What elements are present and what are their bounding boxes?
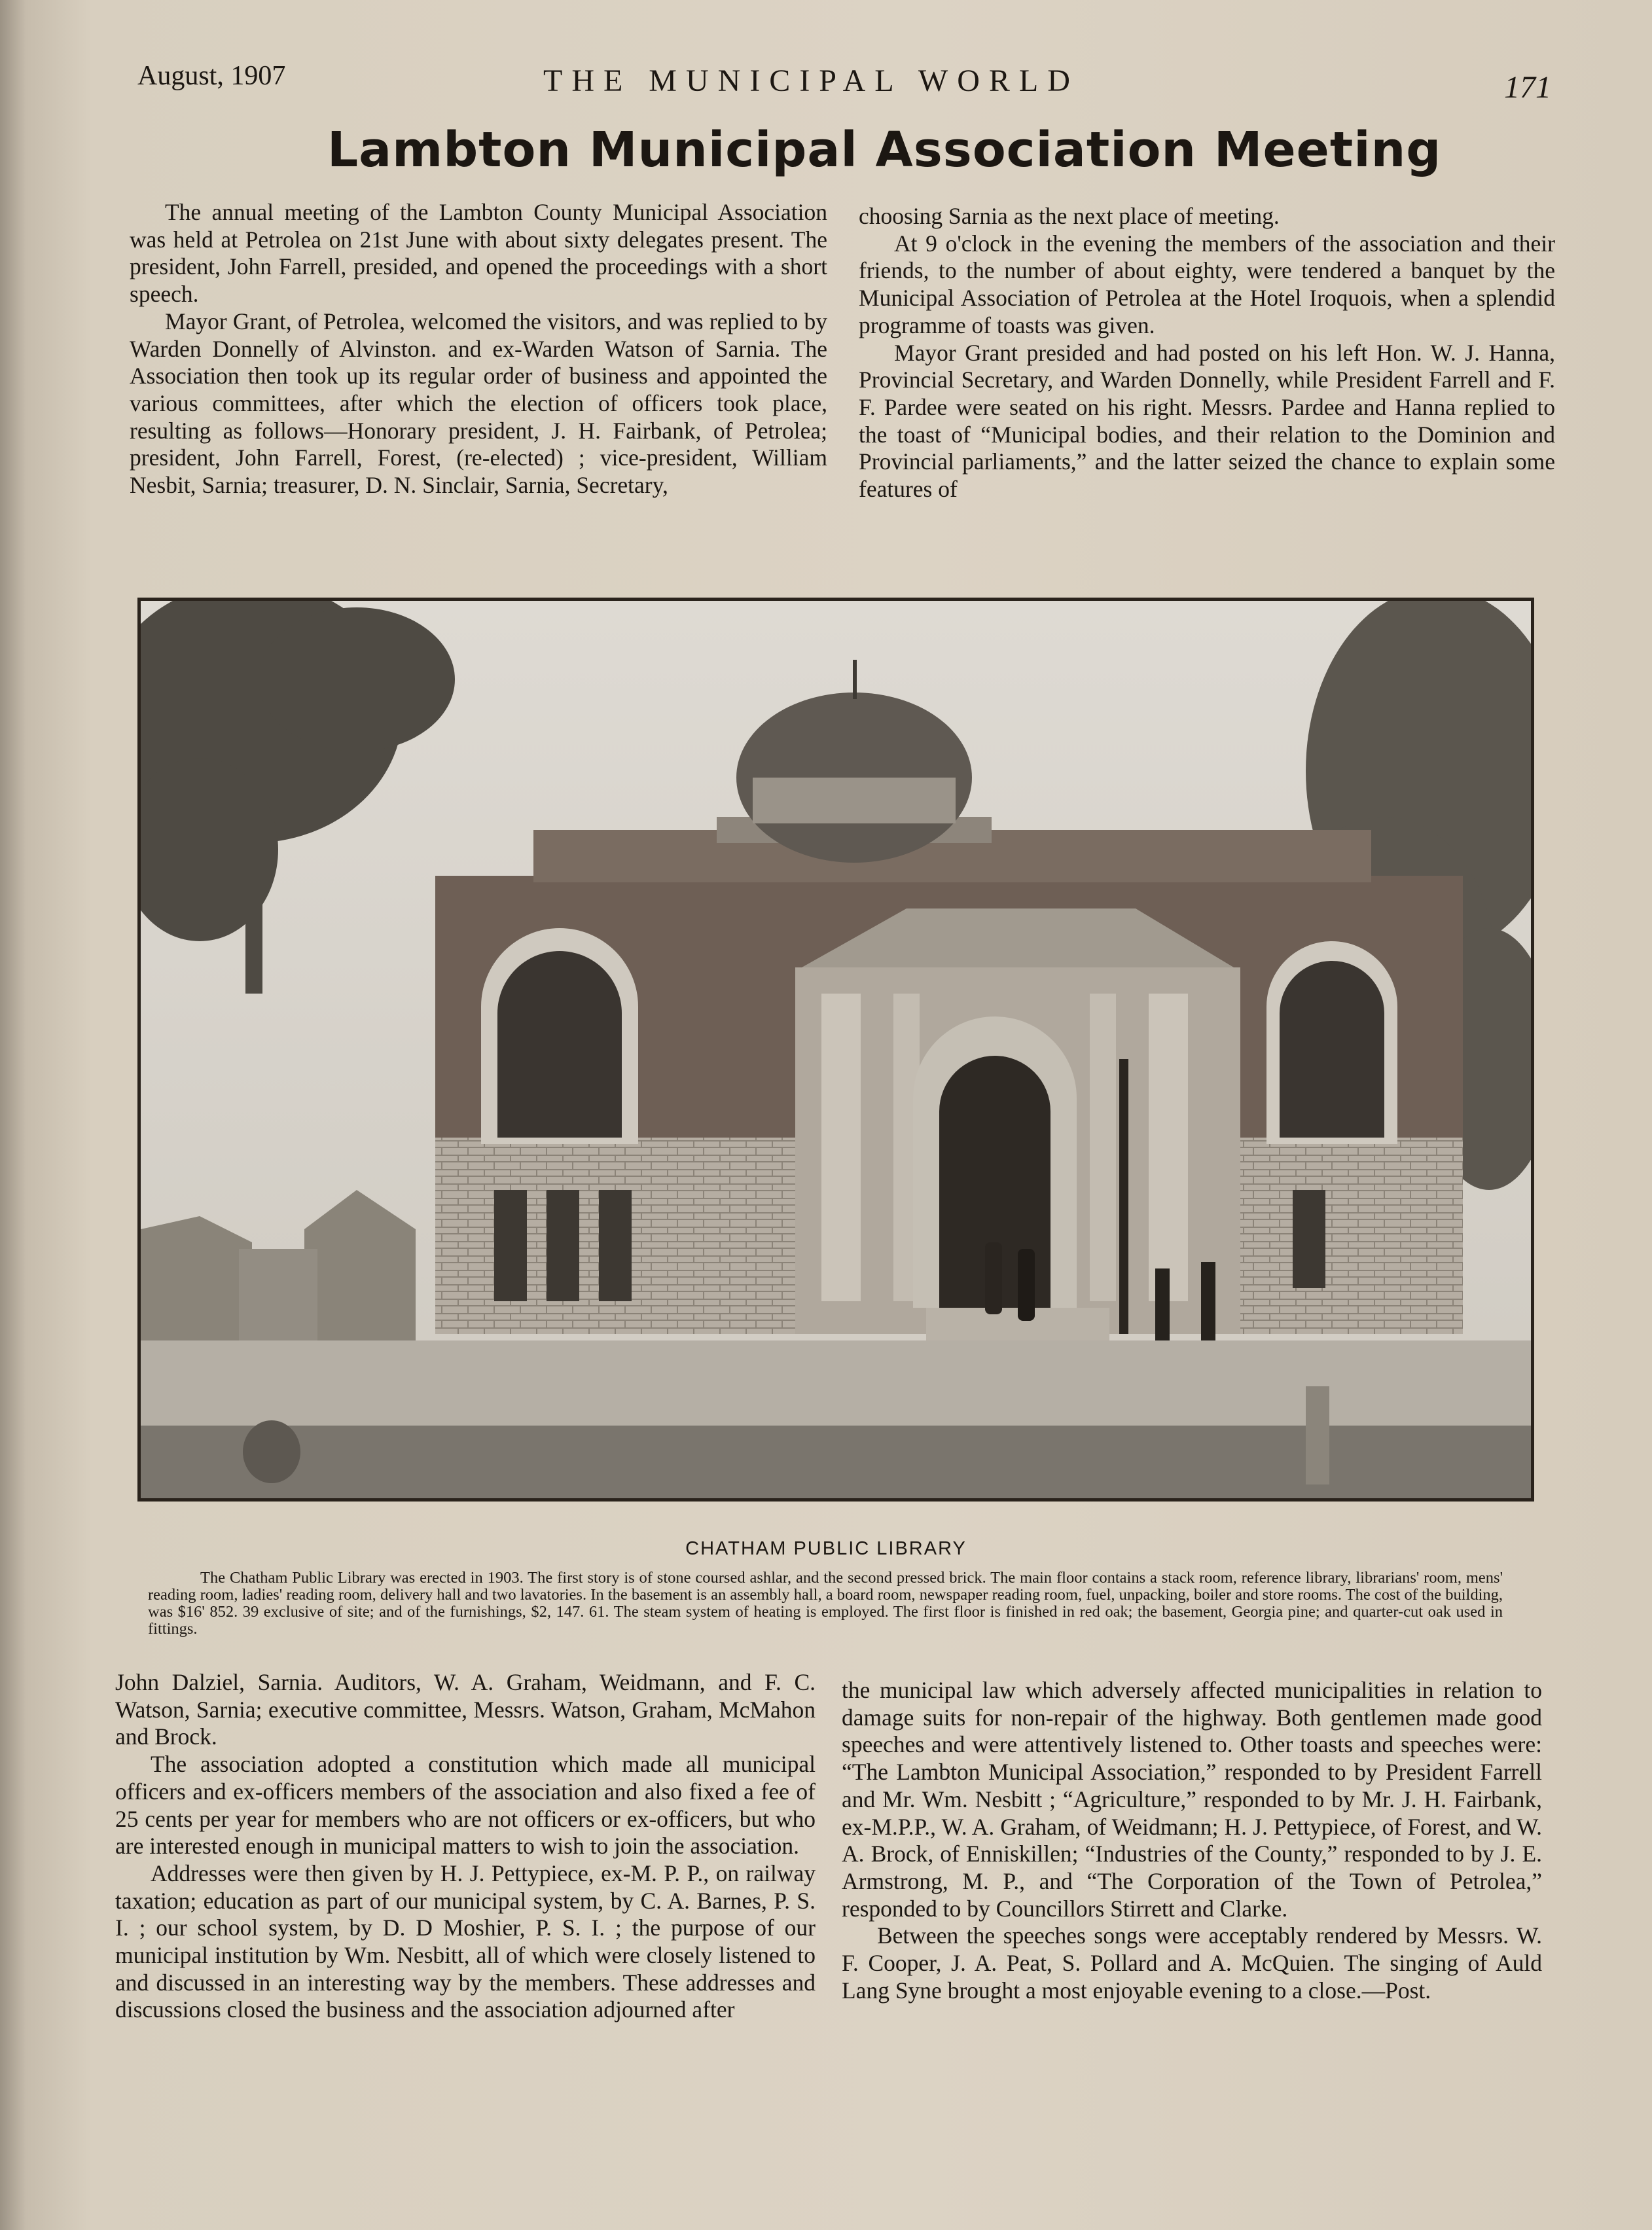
paragraph: The association adopted a constitution which made all municipal officers and ex-officers members of the association and also fixed a fee of 25 cents per year for members who are not officers or ex-officers, but who are interested enough in municipal matters to wish to join the association. [115,1751,816,1860]
paragraph: Mayor Grant presided and had posted on his left Hon. W. J. Hanna, Provincial Secretary, and Warden Donnelly, while President Farrell and F. F. Pardee were seated on his right. Messrs. Pardee and Hanna replied to the toast of “Municipal bodies, and their relation to the Dominion and Provincial parliaments,” and the latter seized the chance to explain some features of [859,339,1555,503]
journal-title: THE MUNICIPAL WORLD [543,63,1079,98]
photo-caption-text: The Chatham Public Library was erected in 1903. The first story is of stone coursed ashlar, and the second pressed brick. The main floor contains a stack room, reference library, librarians' room, mens' reading room, ladies' reading room, delivery hall and two lavatories. In the basement is an assembly hall, a board room, newspaper reading room, fuel, unpacking, boiler and store rooms. The cost of the building, was $16' 852. 39 exclusive of site; and of the furnishings, $2, 147. 61. The steam system of heating is employed. The first floor is finished in red oak; the basement, Georgia pine; and quarter-cut oak used in fittings. [148,1569,1503,1638]
article-headline: Lambton Municipal Association Meeting [327,122,1442,178]
paragraph: Addresses were then given by H. J. Pettypiece, ex-M. P. P., on railway taxation; education as part of our municipal system, by C. A. Barnes, P. S. I. ; our school system, by D. D Moshier, P. S. I. ; the purpose of our municipal institution by Wm. Nesbitt, all of which were closely listened to and discussed in an interesting way by the members. These addresses and discussions closed the business and the association adjourned after [115,1860,816,2023]
paragraph: John Dalziel, Sarnia. Auditors, W. A. Graham, Weidmann, and F. C. Watson, Sarnia; executive committee, Messrs. Watson, Graham, McMahon and Brock. [115,1669,816,1750]
paragraph: choosing Sarnia as the next place of meeting. [859,203,1280,229]
paragraph: Between the speeches songs were acceptably rendered by Messrs. W. F. Cooper, J. A. Peat, S. Pollard and A. McQuien. The singing of Auld Lang Syne brought a most enjoyable evening to a close.—Post. [842,1922,1542,2004]
photo-caption [148,1570,1503,1638]
library-photograph [137,598,1534,1502]
paragraph: The annual meeting of the Lambton County Municipal Association was held at Petrolea on 21st June with about sixty delegates present. The president, John Farrell, presided, and opened the proceedings with a short speech. [130,199,827,308]
text-column-3 [115,1669,816,2024]
photo-caption-title: CHATHAM PUBLIC LIBRARY [685,1538,967,1559]
text-column-4 [842,1677,1542,2004]
text-column-1 [130,199,827,499]
paragraph: At 9 o'clock in the evening the members of the association and their friends, to the number of about eighty, were tendered a banquet by the Municipal Association of Petrolea at the Hotel Iroquois, when a splendid programme of toasts was given. [859,230,1555,338]
paragraph: the municipal law which adversely affected municipalities in relation to damage suits for non-repair of the highway. Both gentlemen made good speeches and were attentively listened to. Other toasts and speeches were: “The Lambton Municipal Association,” responded to by President Farrell and Mr. Wm. Nesbitt ; “Agriculture,” responded to by Mr. J. H. Fairbank, ex-M.P.P., W. A. Graham, of Weidmann; H. J. Pettypiece, of Forest, and W. A. Brock, of Enniskillen; “Industries of the County,” responded to by J. E. Armstrong, M. P., and “The Corporation of the Town of Petrolea,” responded to by Councillors Stirrett and Clarke. [842,1677,1542,1922]
page-number: 171 [1504,70,1551,105]
issue-date: August, 1907 [137,61,286,91]
paragraph: Mayor Grant, of Petrolea, welcomed the visitors, and was replied to by Warden Donnelly of Alvinston. and ex-Warden Watson of Sarnia. The Association then took up its regular order of business and appointed the various committees, after which the election of officers took place, resulting as follows—Honorary president, J. H. Fairbank, of Petrolea; president, John Farrell, Forest, (re-elected) ; vice-president, William Nesbit, Sarnia; treasurer, D. N. Sinclair, Sarnia, Secretary, [130,308,827,499]
text-column-2 [859,203,1555,503]
running-header [137,60,1551,113]
